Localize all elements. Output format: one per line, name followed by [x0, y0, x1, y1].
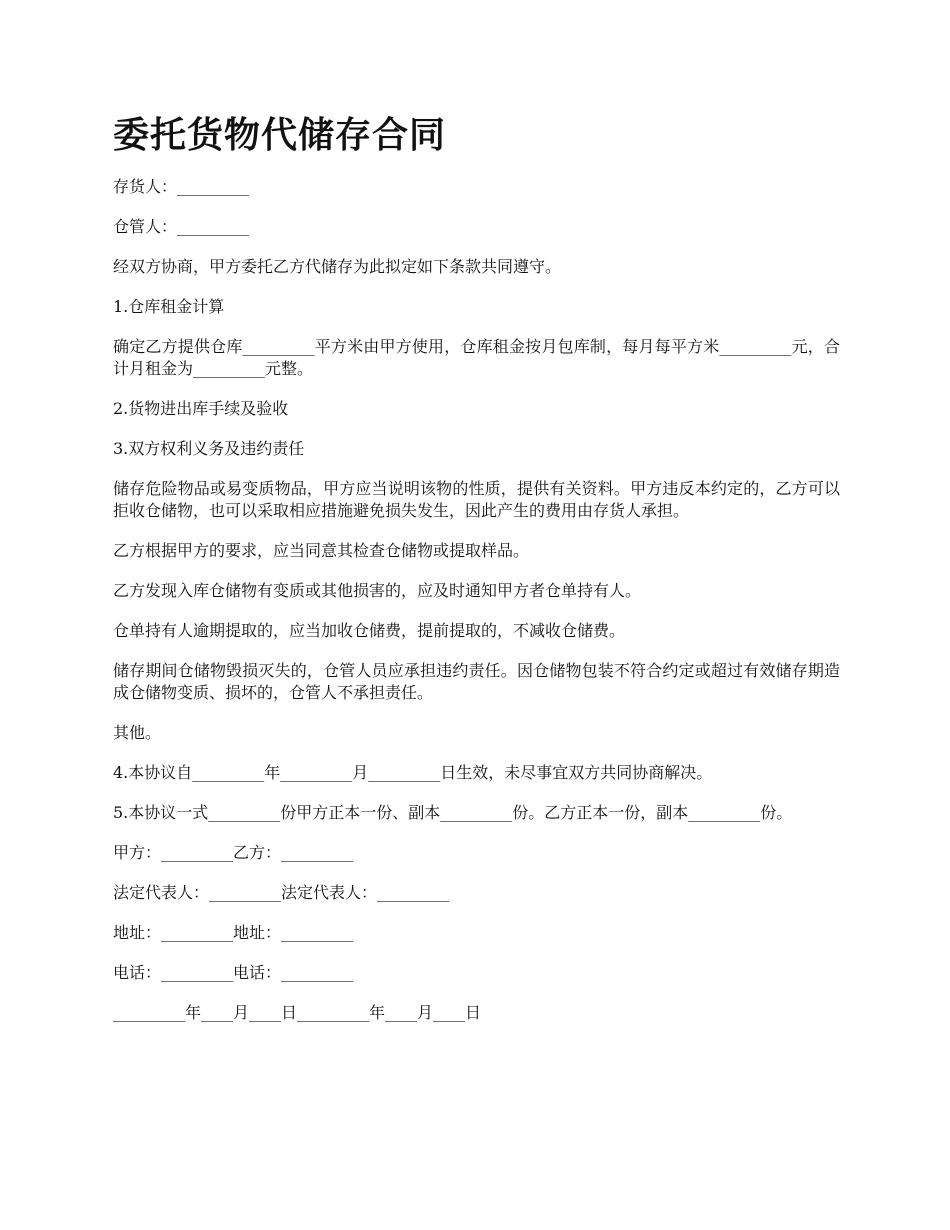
section-heading-inbound-outbound: 2.货物进出库手续及验收 [113, 399, 289, 418]
date-line: _________年____月____日_________年____月____日 [113, 1003, 482, 1022]
document-title: 委托货物代储存合同 [113, 115, 447, 156]
hazardous-goods-clause: 储存危险物品或易变质物品，甲方应当说明该物的性质，提供有关资料。甲方违反本约定的，乙方可以拒收仓储物，也可以采取相应措施避免损失发生，因此产生的费用由存货人承担。 [113, 479, 840, 520]
phone-line: 电话：_________电话：_________ [113, 963, 354, 982]
preamble: 经双方协商，甲方委托乙方代储存为此拟定如下条款共同遵守。 [113, 257, 562, 276]
effective-date-clause: 4.本协议自_________年_________月_________日生效，未尽事宜双方共同协商解决。 [113, 763, 713, 782]
rent-clause: 确定乙方提供仓库_________平方米由甲方使用，仓库租金按月包库制，每月每平方米_________元，合计月租金为_________元整。 [113, 337, 840, 378]
inspection-clause: 乙方根据甲方的要求，应当同意其检查仓储物或提取样品。 [113, 541, 530, 560]
section-heading-rights-obligations: 3.双方权利义务及违约责任 [113, 439, 305, 458]
legal-representative-line: 法定代表人：_________法定代表人：_________ [113, 883, 450, 902]
damage-notice-clause: 乙方发现入库仓储物有变质或其他损害的，应及时通知甲方者仓单持有人。 [113, 581, 642, 600]
warehouse-keeper-line: 仓管人：_________ [113, 217, 250, 236]
depositor-line: 存货人：_________ [113, 177, 250, 196]
document-page [113, 108, 840, 1042]
address-line: 地址：_________地址：_________ [113, 923, 354, 942]
section-heading-rent: 1.仓库租金计算 [113, 297, 225, 316]
liability-clause: 储存期间仓储物毁损灭失的，仓管人员应承担违约责任。因仓储物包装不符合约定或超过有效储存期造成仓储物变质、损坏的，仓管人不承担责任。 [113, 661, 840, 702]
party-signature-line: 甲方：_________乙方：_________ [113, 843, 354, 862]
other-clause: 其他。 [113, 723, 162, 742]
overdue-pickup-clause: 仓单持有人逾期提取的，应当加收仓储费，提前提取的，不减收仓储费。 [113, 621, 626, 640]
copies-clause: 5.本协议一式_________份甲方正本一份、副本_________份。乙方正本一份，副本_________份。 [113, 803, 793, 822]
